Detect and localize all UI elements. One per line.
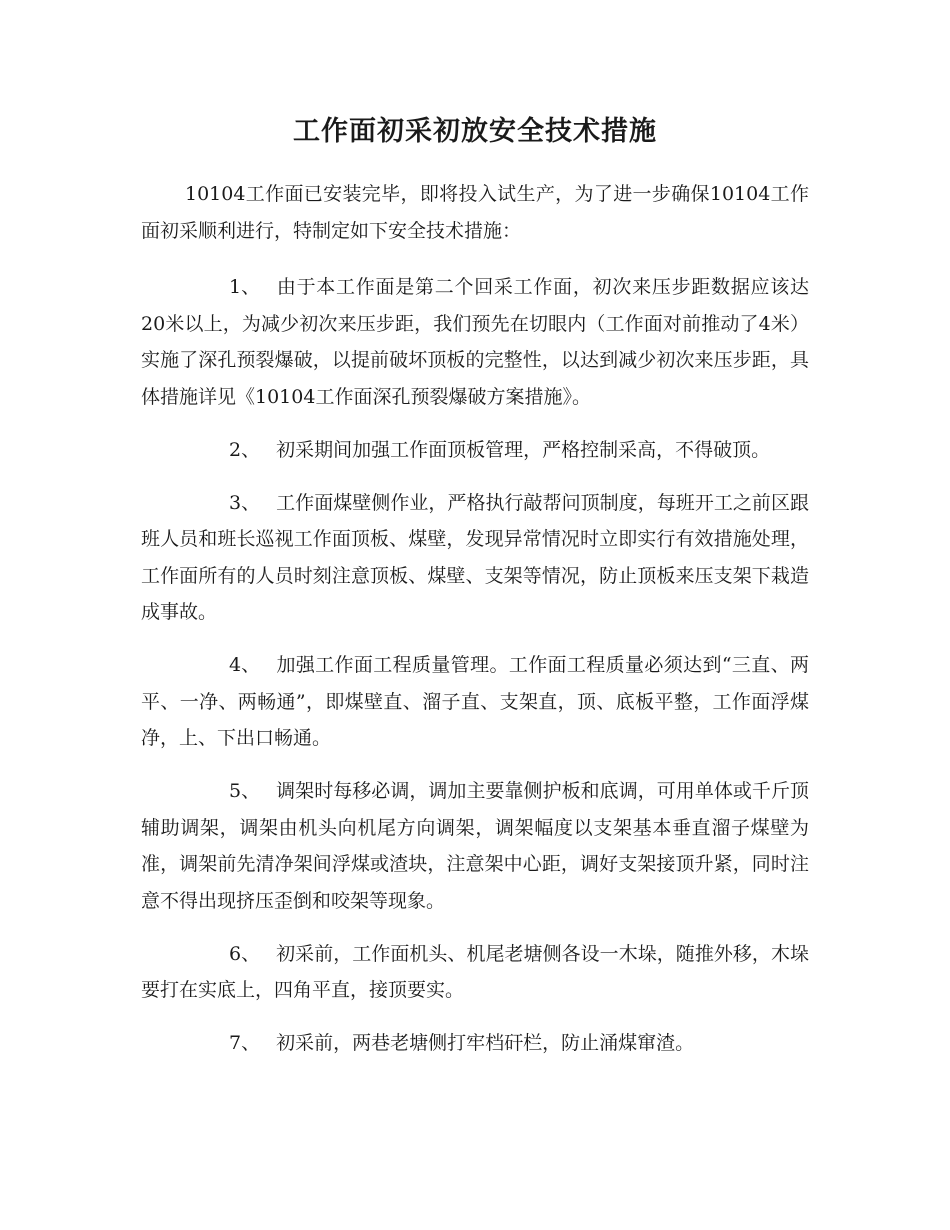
list-item xyxy=(141,1025,809,1062)
list-item xyxy=(141,432,809,469)
item-text: 工作面煤壁侧作业，严格执行敲帮问顶制度，每班开工之前区跟班人员和班长巡视工作面顶板、煤壁，发现异常情况时立即实行有效措施处理，工作面所有的人员时刻注意顶板、煤壁、支架等情况，防止顶板来压支架下栽造成事故。 xyxy=(141,491,809,623)
document-title: 工作面初采初放安全技术措施 xyxy=(293,116,657,147)
item-text: 初采前，工作面机头、机尾老塘侧各设一木垛，随推外移，木垛要打在实底上，四角平直，接顶要实。 xyxy=(141,942,809,1001)
item-text: 初采期间加强工作面顶板管理，严格控制采高，不得破顶。 xyxy=(276,438,771,461)
list-item xyxy=(141,773,809,919)
item-number: 2、 xyxy=(229,438,261,461)
list-item xyxy=(141,936,809,1009)
item-number: 6、 xyxy=(229,942,261,965)
item-number: 5、 xyxy=(229,780,261,802)
list-item xyxy=(141,485,809,631)
item-number: 4、 xyxy=(229,654,261,676)
item-number: 1、 xyxy=(229,276,261,298)
item-text: 加强工作面工程质量管理。工作面工程质量必须达到“三直、两平、一净、两畅通”，即煤壁直、溜子直、支架直，顶、底板平整，工作面浮煤净，上、下出口畅通。 xyxy=(141,654,809,749)
item-text: 由于本工作面是第二个回采工作面，初次来压步距数据应该达20米以上，为减少初次来压步距，我们预先在切眼内（工作面对前推动了4米）实施了深孔预裂爆破，以提前破坏顶板的完整性，以达到减少初次来压步距，具体措施详见《10104工作面深孔预裂爆破方案措施》。 xyxy=(141,276,809,408)
item-number: 3、 xyxy=(229,491,261,514)
item-number: 7、 xyxy=(229,1032,261,1054)
item-text: 初采前，两巷老塘侧打牢档矸栏，防止涌煤窜渣。 xyxy=(276,1032,695,1054)
item-text: 调架时每移必调，调加主要靠侧护板和底调，可用单体或千斤顶辅助调架，调架由机头向机尾方向调架，调架幅度以支架基本垂直溜子煤壁为准，调架前先清净架间浮煤或渣块，注意架中心距，调好支架接顶升紧，同时注意不得出现挤压歪倒和咬架等现象。 xyxy=(141,780,809,912)
document-page xyxy=(141,112,809,1078)
list-item xyxy=(141,269,809,415)
list-item xyxy=(141,647,809,757)
intro-paragraph: 10104工作面已安装完毕，即将投入试生产，为了进一步确保10104工作面初采顺利进行，特制定如下安全技术措施： xyxy=(141,183,809,242)
